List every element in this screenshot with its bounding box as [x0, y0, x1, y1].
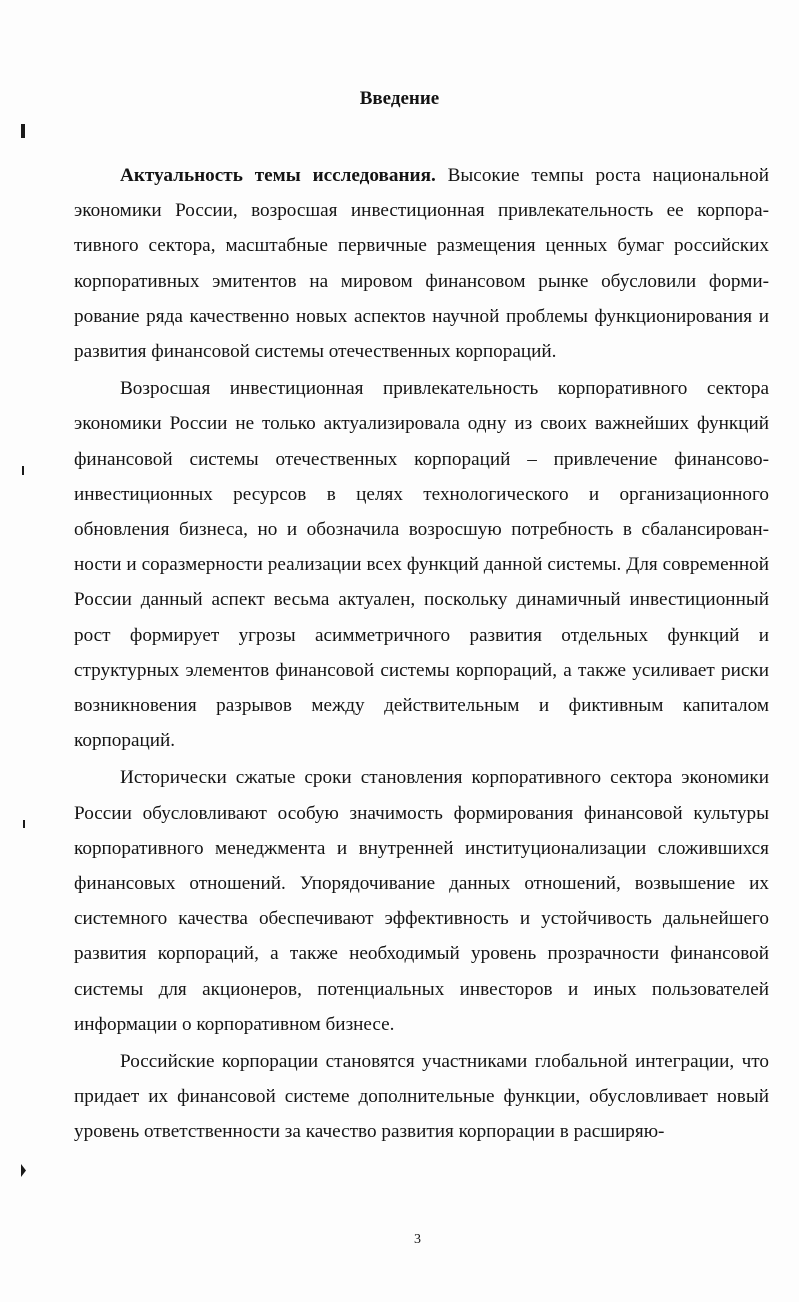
scan-artifact-mark — [22, 466, 24, 475]
paragraph-lead: Актуальность темы исследования. — [120, 165, 436, 186]
scan-artifact-mark — [23, 820, 25, 828]
paragraph-text: Высокие темпы роста национальной экономики России, возросшая инвестиционная привлекательность ее корпоративного сектора, масштабные первичные размещения ценных бумаг российских корпоративных эмитентов на мировом финансовом рынке обусловили формирование ряда качественно новых аспектов научной проблемы функционирования и развития финансовой системы отечественных корпораций. — [74, 165, 769, 363]
paragraph — [74, 371, 769, 758]
scan-artifact-mark — [21, 1164, 26, 1177]
paragraph-text: Возросшая инвестиционная привлекательность корпоративного сектора экономики России не только актуализировала одну из своих важнейших функций финансовой системы отечественных корпораций – привлечение финансово-инвестиционных ресурсов в целях технологического и организационного обновления бизнеса, но и обозначила возросшую потребность в сбалансированности и соразмерности реализации всех функций данной системы. Для современной России данный аспект весьма актуален, поскольку динамичный инвестиционный рост формирует угрозы асимметричного развития отдельных функций и структурных элементов финансовой системы корпораций, а также усиливает риски возникновения разрывов между действительным и фиктивным капиталом корпораций. — [74, 378, 769, 752]
paragraph-text: Исторически сжатые сроки становления корпоративного сектора экономики России обусловливают особую значимость формирования финансовой культуры корпоративного менеджмента и внутренней институционализации сложившихся финансовых отношений. Упорядочивание данных отношений, возвышение их системного качества обеспечивают эффективность и устойчивость дальнейшего развития корпораций, а также необходимый уровень прозрачности финансовой системы для акционеров, потенциальных инвесторов и иных пользователей информации о корпоративном бизнесе. — [74, 767, 769, 1035]
paragraph — [74, 760, 769, 1042]
body-text — [74, 158, 769, 1150]
page-number: 3 — [414, 1232, 421, 1247]
paragraph — [74, 1044, 769, 1150]
paragraph — [74, 158, 769, 369]
paragraph-text: Российские корпорации становятся участниками глобальной интеграции, что придает их финансовой системе дополнительные функции, обусловливает новый уровень ответственности за качество развития корпорации в расширяю- — [74, 1051, 769, 1143]
section-heading: Введение — [359, 88, 440, 109]
scan-artifact-mark — [21, 124, 25, 138]
